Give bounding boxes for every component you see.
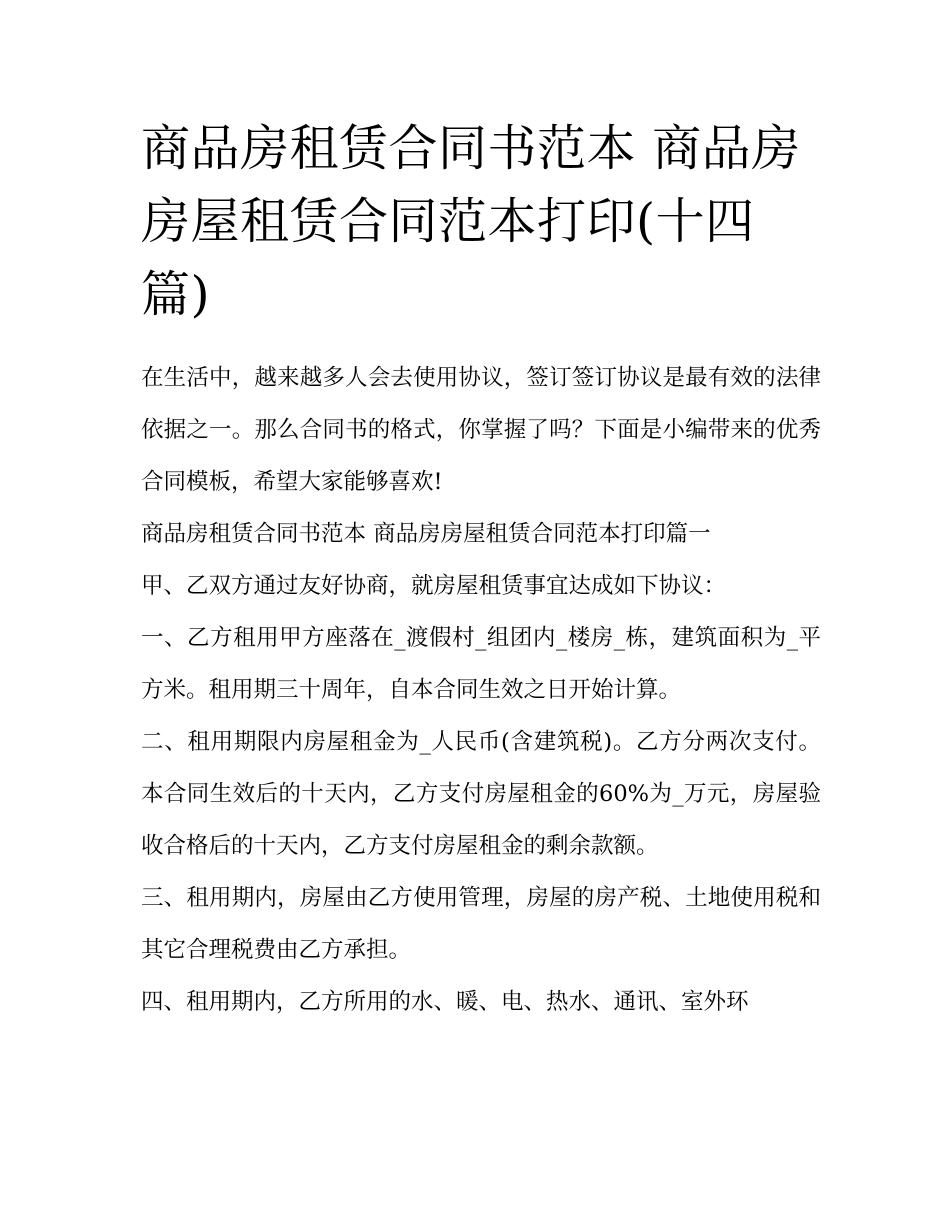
intro-paragraph: 在生活中，越来越多人会去使用协议，签订签订协议是最有效的法律依据之一。那么合同书的格式，你掌握了吗？下面是小编带来的优秀合同模板，希望大家能够喜欢!: [141, 365, 821, 495]
agreement-preamble: 甲、乙双方通过友好协商，就房屋租赁事宜达成如下协议：: [141, 573, 727, 599]
clause-4: 四、租用期内，乙方所用的水、暖、电、热水、通讯、室外环: [141, 989, 749, 1015]
document-body: [141, 352, 821, 1028]
clause-1: 一、乙方租用甲方座落在_渡假村_组团内_楼房_栋，建筑面积为_平方米。租用期三十周年，自本合同生效之日开始计算。: [141, 625, 821, 703]
clause-2: 二、租用期限内房屋租金为_人民币(含建筑税)。乙方分两次支付。本合同生效后的十天内，乙方支付房屋租金的60%为_万元，房屋验收合格后的十天内，乙方支付房屋租金的剩余款额。: [141, 729, 821, 859]
section-heading: 商品房租赁合同书范本 商品房房屋租赁合同范本打印篇一: [141, 521, 711, 547]
clause-3: 三、租用期内，房屋由乙方使用管理，房屋的房产税、土地使用税和其它合理税费由乙方承担。: [141, 885, 821, 963]
document-title: 商品房租赁合同书范本 商品房房屋租赁合同范本打印(十四篇): [141, 120, 801, 323]
